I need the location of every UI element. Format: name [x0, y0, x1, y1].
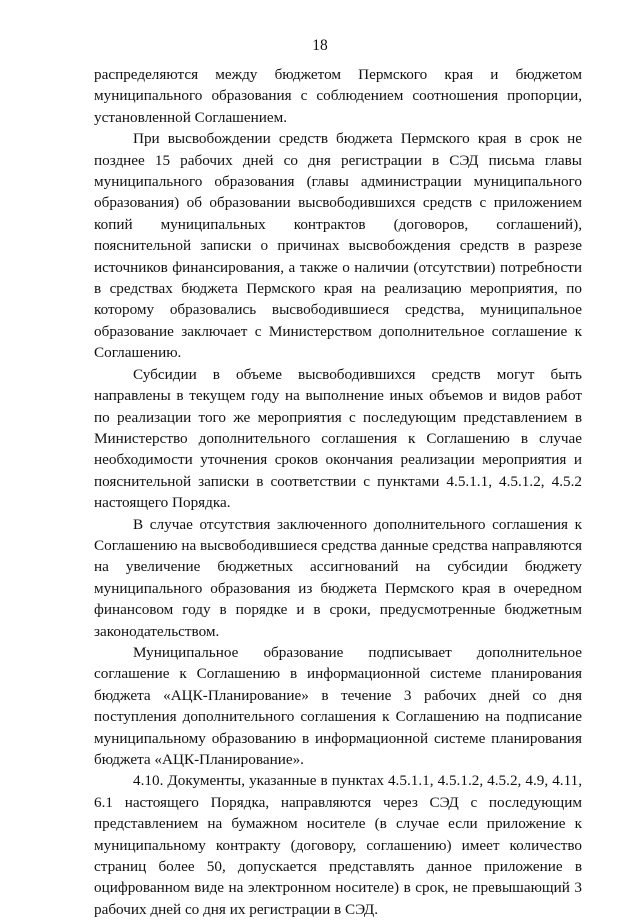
paragraph-no-agreement: В случае отсутствия заключенного дополнительного соглашения к Соглашению на высвободившиеся средства данные средства направляются на увеличение бюджетных ассигнований на субсидии бюджету муниципального образования из бюджета Пермского края в очередном финансовом году в порядке и в сроки, предусмотренные бюджетным законодательством. — [94, 515, 582, 640]
paragraph-continuation: распределяются между бюджетом Пермского края и бюджетом муниципального образования с соблюдением соотношения пропорции, установленной Соглашением. — [94, 66, 582, 126]
paragraph-signing-agreement: Муниципальное образование подписывает дополнительное соглашение к Соглашению в информационной системе планирования бюджета «АЦК-Планирование» в течение 3 рабочих дней со дня поступления дополнительного соглашения к Соглашению на подписание муниципальному образованию в информационной системе планирования бюджета «АЦК-Планирование». — [94, 643, 582, 768]
paragraph-subsidies-redirect: Субсидии в объеме высвободившихся средств могут быть направлены в текущем году на выполнение иных объемов и видов работ по реализации того же мероприятия с последующим представлением в Министерство дополнительного соглашения к Соглашению в случае необходимости уточнения сроков окончания реализации мероприятия и пояснительной записки в соответствии с пунктами 4.5.1.1, 4.5.1.2, 4.5.2 настоящего Порядка. — [94, 365, 582, 512]
page-number: 18 — [312, 37, 328, 54]
document-body — [94, 64, 582, 920]
paragraph-section-4-10: 4.10. Документы, указанные в пунктах 4.5.1.1, 4.5.1.2, 4.5.2, 4.9, 4.11, 6.1 настоящего Порядка, направляются через СЭД с последующим представлением на бумажном носителе (в случае если приложение к муниципальному контракту (договору, соглашению) имеет количество страниц более 50, допускается представлять данное приложение в оцифрованном виде на электронном носителе) в срок, не превышающий 3 рабочих дней со дня их регистрации в СЭД. — [94, 772, 582, 918]
paragraph-release-of-funds: При высвобождении средств бюджета Пермского края в срок не позднее 15 рабочих дней со дня регистрации в СЭД письма главы муниципального образования (главы администрации муниципального образования) об образовании высвободившихся средств с приложением копий муниципальных контрактов (договоров, соглашений), пояснительной записки о причинах высвобождения средств в разрезе источников финансирования, а также о наличии (отсутствии) потребности в средствах бюджета Пермского края на реализацию мероприятия, по которому образовались высвободившиеся средства, муниципальное образование заключает с Министерством дополнительное соглашение к Соглашению. — [94, 130, 582, 362]
